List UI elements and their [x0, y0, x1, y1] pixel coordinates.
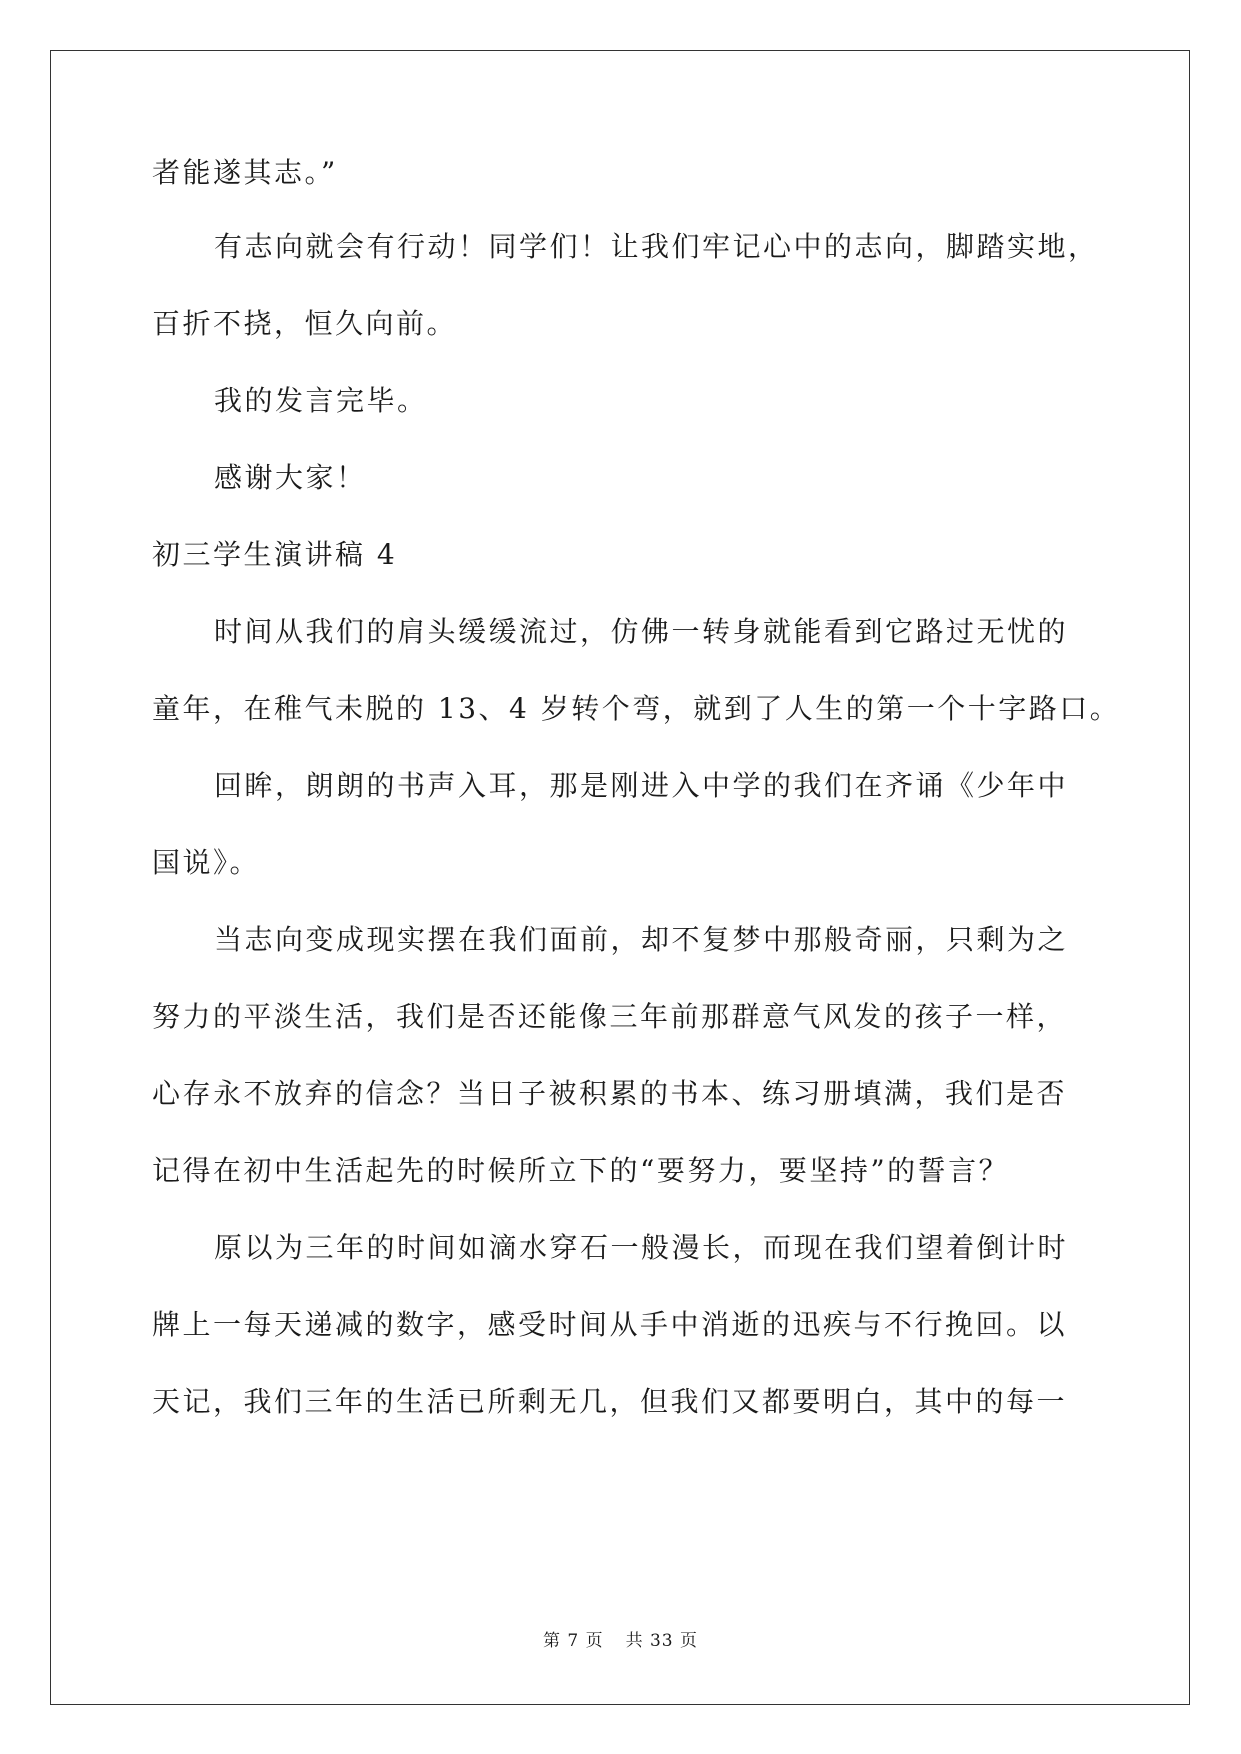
- page-footer: [0, 1630, 1241, 1652]
- text-line: 记得在初中生活起先的时候所立下的“要努力，要坚持”的誓言？: [152, 1154, 1010, 1187]
- text-line: 国说》。: [152, 846, 261, 879]
- text-line: 我的发言完毕。: [214, 384, 428, 417]
- text-line: 有志向就会有行动！同学们！让我们牢记心中的志向，脚踏实地，: [214, 230, 1099, 263]
- text-line: 心存永不放弃的信念？当日子被积累的书本、练习册填满，我们是否: [152, 1077, 1068, 1110]
- section-heading: 初三学生演讲稿 4: [152, 538, 398, 571]
- page-number: 第 7 页: [542, 1631, 604, 1651]
- text-line: 时间从我们的肩头缓缓流过，仿佛一转身就能看到它路过无忧的: [214, 615, 1069, 648]
- text-line: 感谢大家！: [214, 461, 367, 494]
- text-line: 天记，我们三年的生活已所剩无几，但我们又都要明白，其中的每一: [152, 1385, 1068, 1418]
- page-total: 共 33 页: [625, 1631, 699, 1651]
- text-line: 牌上一每天递减的数字，感受时间从手中消逝的迅疾与不行挽回。以: [152, 1308, 1068, 1341]
- text-line: 当志向变成现实摆在我们面前，却不复梦中那般奇丽，只剩为之: [214, 923, 1069, 956]
- text-line: 努力的平淡生活，我们是否还能像三年前那群意气风发的孩子一样，: [152, 1000, 1068, 1033]
- text-line: 百折不挠，恒久向前。: [152, 307, 458, 340]
- text-line: 童年，在稚气未脱的 13、4 岁转个弯，就到了人生的第一个十字路口。: [152, 692, 1121, 725]
- text-line: 回眸，朗朗的书声入耳，那是刚进入中学的我们在齐诵《少年中: [214, 769, 1069, 802]
- text-line: 者能遂其志。”: [152, 156, 338, 189]
- text-line: 原以为三年的时间如滴水穿石一般漫长，而现在我们望着倒计时: [214, 1231, 1069, 1264]
